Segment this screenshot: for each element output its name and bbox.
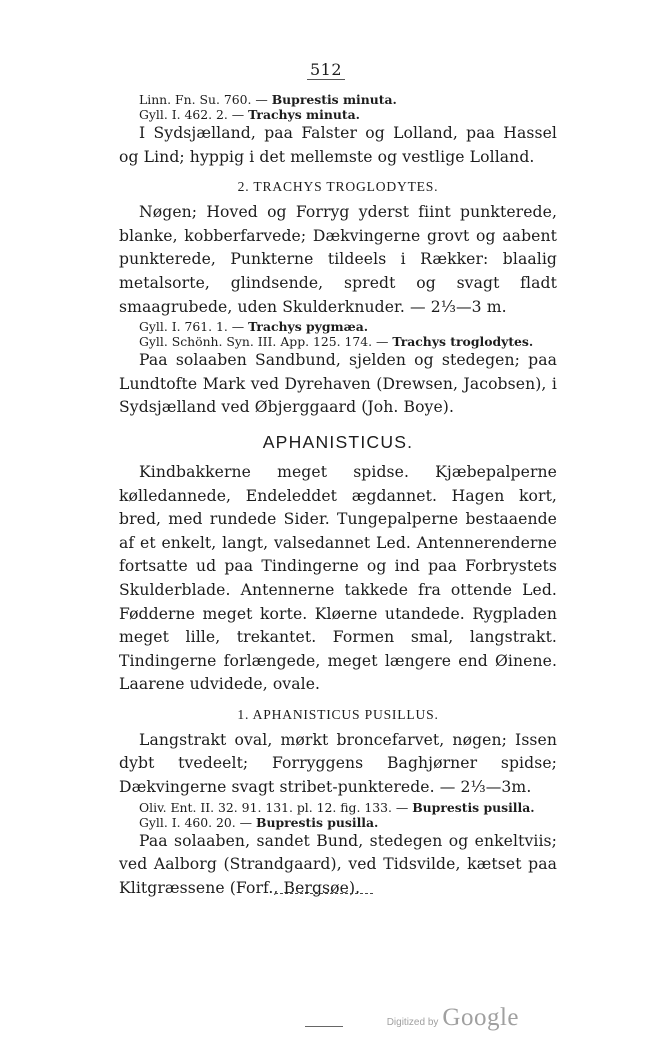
distribution-paragraph: Paa solaaben, sandet Bund, stedegen og enkeltviis; ved Aalborg (Strandgaard), ved Tidsvilde, kætset paa Klitgræssene (Forf., Bergsøe). (119, 831, 557, 897)
reference-line: Gyll. I. 462. 2. — Trachys minuta. (139, 107, 360, 122)
end-rule-divider (275, 893, 373, 894)
distribution-paragraph: Paa solaaben Sandbund, sjelden og stedegen; paa Lundtofte Mark ved Dyrehaven (Drewsen, Jacobsen), i Sydsjælland ved Øbjerggaard (Joh. Boye). (119, 351, 557, 417)
description-paragraph: Langstrakt oval, mørkt broncefarvet, nøgen; Issen dybt tvedeelt; Forryggens Baghjørner spidse; Dækvingerne svagt stribet-punkterede. — 2⅓—3m. (119, 730, 557, 797)
bottom-mark-divider (305, 1026, 343, 1027)
reference-line: Linn. Fn. Su. 760. — Buprestis minuta. (139, 92, 397, 107)
distribution-paragraph: I Sydsjælland, paa Falster og Lolland, paa Hassel og Lind; hyppig i det mellemste og vestlige Lolland. (119, 124, 557, 166)
species-heading: 2. TRACHYS TROGLODYTES. (237, 179, 439, 195)
reference-line: Gyll. I. 761. 1. — Trachys pygmæa. (139, 319, 369, 335)
reference-line: Gyll. Schönh. Syn. III. App. 125. 174. — Trachys troglodytes. (139, 334, 534, 350)
reference-line: Gyll. I. 460. 20. — Buprestis pusilla. (139, 814, 379, 830)
google-logo: Google (442, 1004, 519, 1031)
genus-description-paragraph: Kindbakkerne meget spidse. Kjæbepalperne kølledannede, Endeleddet ægdannet. Hagen kort, bred, med rundede Sider. Tungepalperne bestaaende af et enkelt, langt, valsedannet Led. Antennerenderne fortsatte ud paa Tindingerne og ind paa Forbrystets Skulderblade. Antennerne takkede fra ottende Led. Fødderne meget korte. Kløerne utandede. Rygpladen meget lille, trekantet. Formen smal, langstrakt. Tindingerne forlængede, meget længere end Øinene. Laarene udvidede, ovale. (119, 462, 557, 694)
page-number: 512 (0, 60, 652, 79)
species-heading: 1. APHANISTICUS PUSILLUS. (237, 706, 439, 722)
description-paragraph: Nøgen; Hoved og Forryg yderst fiint punkterede, blanke, kobberfarvede; Dækvingerne grovt og aabent punkterede, Punkterne tildeels i Rækker: blaalig metalsorte, glindsende, spredt og svagt fladt smaagrubede, uden Skulderknuder. — 2⅓—3 m. (119, 203, 557, 316)
watermark-prefix: Digitized by (386, 1017, 439, 1028)
page-body (119, 92, 557, 900)
genus-heading: APHANISTICUS. (262, 431, 414, 452)
reference-line: Oliv. Ent. II. 32. 91. 131. pl. 12. fig. 133. — Buprestis pusilla. (139, 799, 535, 815)
digitized-watermark (387, 1004, 519, 1032)
